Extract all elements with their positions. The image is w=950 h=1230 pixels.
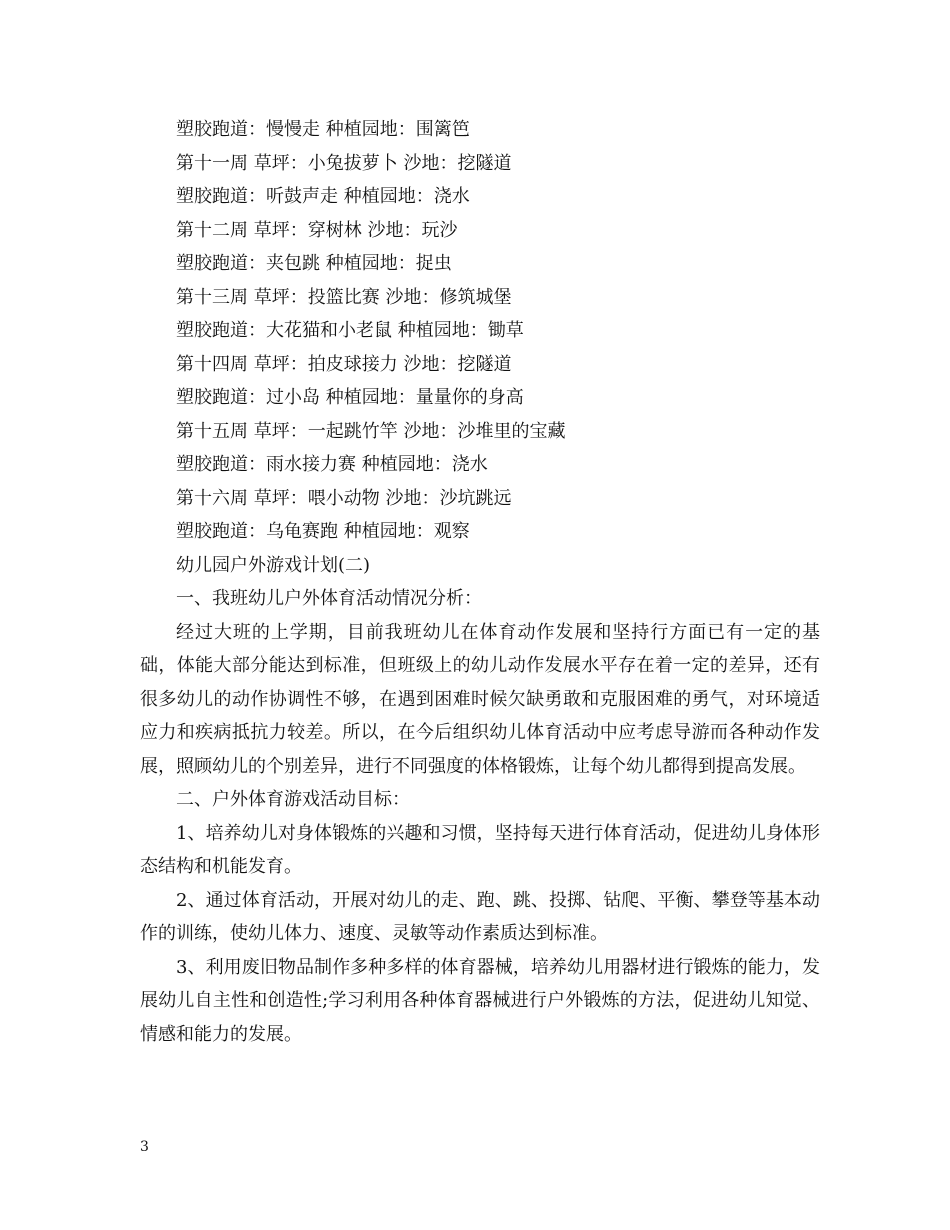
paragraph-analysis: 经过大班的上学期，目前我班幼儿在体育动作发展和坚持行方面已有一定的基础，体能大部分能达到标准，但班级上的幼儿动作发展水平存在着一定的差异，还有很多幼儿的动作协调性不够，在遇到困难时候欠缺勇敢和克服困难的勇气，对环境适应力和疾病抵抗力较差。所以，在今后组织幼儿体育活动中应考虑导游而各种动作发展，照顾幼儿的个别差异，进行不同强度的体格锻炼，让每个幼儿都得到提高发展。: [140, 621, 820, 777]
schedule-line: 塑胶跑道：雨水接力赛 种植园地：浇水: [176, 454, 488, 475]
schedule-line: 塑胶跑道：夹包跳 种植园地：捉虫: [176, 253, 452, 274]
schedule-line: 塑胶跑道：慢慢走 种植园地：围篱笆: [176, 119, 470, 140]
heading-analysis: 一、我班幼儿户外体育活动情况分析：: [176, 588, 482, 609]
schedule-line: 第十一周 草坪：小兔拔萝卜 沙地：挖隧道: [176, 152, 512, 174]
heading-goals: 二、户外体育游戏活动目标：: [176, 789, 410, 810]
document-body: [140, 113, 820, 1051]
schedule-line: 塑胶跑道：听鼓声走 种植园地：浇水: [176, 186, 470, 207]
schedule-line: 塑胶跑道：乌龟赛跑 种植园地：观察: [176, 521, 470, 542]
goal-item-1: 1、培养幼儿对身体锻炼的兴趣和习惯，坚持每天进行体育活动，促进幼儿身体形态结构和机能发育。: [140, 822, 820, 877]
schedule-line: 第十五周 草坪：一起跳竹竿 沙地：沙堆里的宝藏: [176, 420, 566, 442]
schedule-line: 塑胶跑道：过小岛 种植园地：量量你的身高: [176, 387, 524, 408]
schedule-line: 第十三周 草坪：投篮比赛 沙地：修筑城堡: [176, 286, 512, 308]
schedule-line: 第十二周 草坪：穿树林 沙地：玩沙: [176, 219, 458, 241]
schedule-line: 第十四周 草坪：拍皮球接力 沙地：挖隧道: [176, 353, 512, 375]
section-title: 幼儿园户外游戏计划(二): [176, 554, 371, 576]
schedule-line: 塑胶跑道：大花猫和小老鼠 种植园地：锄草: [176, 320, 524, 341]
goal-item-2: 2、通过体育活动，开展对幼儿的走、跑、跳、投掷、钻爬、平衡、攀登等基本动作的训练，使幼儿体力、速度、灵敏等动作素质达到标准。: [140, 889, 820, 944]
schedule-line: 第十六周 草坪：喂小动物 沙地：沙坑跳远: [176, 487, 512, 509]
page-number: 3: [140, 1139, 149, 1155]
goal-item-3: 3、利用废旧物品制作多种多样的体育器械，培养幼儿用器材进行锻炼的能力，发展幼儿自主性和创造性;学习利用各种体育器械进行户外锻炼的方法，促进幼儿知觉、情感和能力的发展。: [140, 956, 820, 1045]
